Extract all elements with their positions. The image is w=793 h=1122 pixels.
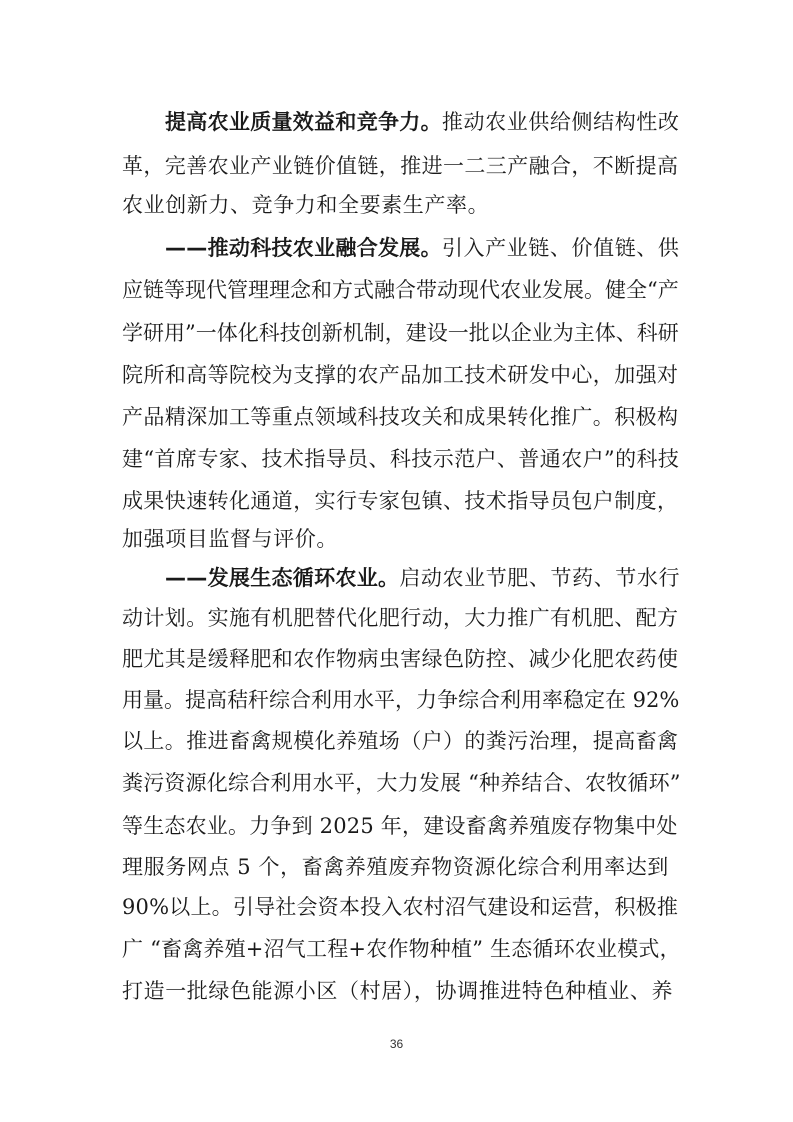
- paragraph-3-line-6: 粪污资源化综合利用水平，大力发展 “种养结合、农牧循环”: [122, 771, 681, 795]
- paragraph-2-line-4: 院所和高等院校为支撑的农产品加工技术研发中心，加强对: [122, 363, 679, 387]
- paragraph-3-line-8: 理服务网点 5 个，畜禽养殖废弃物资源化综合利用率达到: [122, 855, 669, 879]
- paragraph-3-line-4: 用量。提高秸秆综合利用水平，力争综合利用率稳定在 92%: [122, 688, 680, 712]
- paragraph-3-line-5: 以上。推进畜禽规模化养殖场（户）的粪污治理，提高畜禽: [122, 729, 679, 753]
- paragraph-3-line-7: 等生态农业。力争到 2025 年，建设畜禽养殖废存物集中处: [122, 814, 678, 838]
- paragraph-1-line-2: 革，完善农业产业链价值链，推进一二三产融合，不断提高: [122, 154, 679, 178]
- paragraph-2-text: 引入产业链、价值链、供: [441, 236, 680, 260]
- paragraph-2-line-6: 建“首席专家、技术指导员、科技示范户、普通农户”的科技: [122, 447, 680, 471]
- paragraph-3-line-3: 肥尤其是缓释肥和农作物病虫害绿色防控、减少化肥农药使: [122, 647, 679, 671]
- paragraph-3-heading: ——发展生态循环农业。: [165, 566, 400, 590]
- paragraph-2-line-7: 成果快速转化通道，实行专家包镇、技术指导员包户制度，: [122, 489, 679, 513]
- paragraph-3-text: 启动农业节肥、节药、节水行: [399, 566, 681, 590]
- paragraph-3-line-10: 广 “畜禽养殖+沼气工程+农作物种植” 生态循环农业模式，: [122, 937, 681, 961]
- paragraph-1-line-1: [165, 108, 682, 136]
- page-number: 36: [389, 1037, 404, 1051]
- paragraph-3-line-11: 打造一批绿色能源小区（村居），协调推进特色种植业、养: [122, 979, 674, 1003]
- paragraph-3-line-9: 90%以上。引导社会资本投入农村沼气建设和运营，积极推: [122, 895, 679, 919]
- paragraph-1-text: 推动农业供给侧结构性改: [441, 110, 680, 134]
- paragraph-2-line-2: 应链等现代管理理念和方式融合带动现代农业发展。健全“产: [122, 278, 679, 302]
- paragraph-2-line-8: 加强项目监督与评价。: [122, 527, 338, 551]
- paragraph-2-heading: ——推动科技农业融合发展。: [165, 236, 442, 260]
- paragraph-2-line-3: 学研用”一体化科技创新机制，建设一批以企业为主体、科研: [122, 321, 679, 345]
- paragraph-1-line-3: 农业创新力、竞争力和全要素生产率。: [122, 193, 490, 217]
- paragraph-1-heading: 提高农业质量效益和竞争力。: [165, 110, 442, 134]
- paragraph-3-line-1: [165, 564, 682, 592]
- paragraph-3-line-2: 动计划。实施有机肥替代化肥行动，大力推广有机肥、配方: [122, 606, 679, 630]
- paragraph-2-line-5: 产品精深加工等重点领域科技攻关和成果转化推广。积极构: [122, 405, 679, 429]
- paragraph-2-line-1: [165, 234, 682, 262]
